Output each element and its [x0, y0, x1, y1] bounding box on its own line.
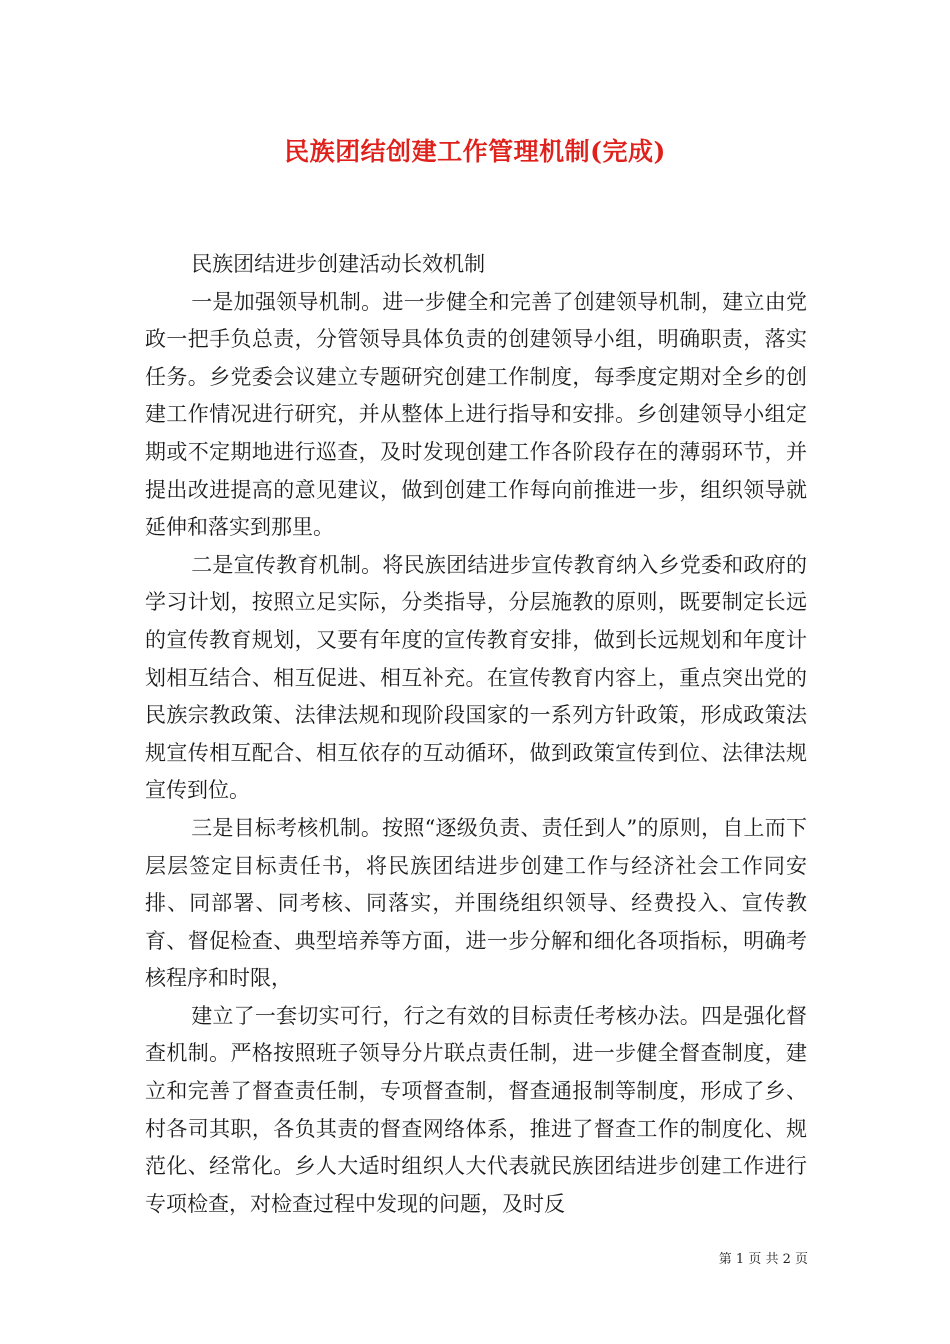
paragraph-supervision: 建立了一套切实可行，行之有效的目标责任考核办法。四是强化督查机制。严格按照班子领导分片联点责任制，进一步健全督查制度，建立和完善了督查责任制，专项督查制，督查通报制等制度，形成了乡、村各司其职，各负其责的督查网络体系，推进了督查工作的制度化、规范化、经常化。乡人大适时组织人大代表就民族团结进步创建工作进行专项检查，对检查过程中发现的问题，及时反 [145, 1003, 807, 1216]
paragraph-assessment: 三是目标考核机制。按照“逐级负责、责任到人”的原则，自上而下层层签定目标责任书，将民族团结进步创建工作与经济社会工作同安排、同部署、同考核、同落实，并围绕组织领导、经费投入、宣传教育、督促检查、典型培养等方面，进一步分解和细化各项指标，明确考核程序和时限， [145, 815, 807, 991]
page-number: 第 1 页 共 2 页 [718, 1252, 808, 1267]
document-body [145, 246, 807, 1223]
paragraph-subtitle: 民族团结进步创建活动长效机制 [191, 252, 486, 276]
document-title: 民族团结创建工作管理机制(完成) [284, 137, 666, 166]
paragraph-leadership: 一是加强领导机制。进一步健全和完善了创建领导机制，建立由党政一把手负总责，分管领导具体负责的创建领导小组，明确职责，落实任务。乡党委会议建立专题研究创建工作制度，每季度定期对全乡的创建工作情况进行研究，并从整体上进行指导和安排。乡创建领导小组定期或不定期地进行巡查，及时发现创建工作各阶段存在的薄弱环节，并提出改进提高的意见建议，做到创建工作每向前推进一步，组织领导就延伸和落实到那里。 [145, 289, 807, 540]
paragraph-publicity: 二是宣传教育机制。将民族团结进步宣传教育纳入乡党委和政府的学习计划，按照立足实际，分类指导，分层施教的原则，既要制定长远的宣传教育规划，又要有年度的宣传教育安排，做到长远规划和年度计划相互结合、相互促进、相互补充。在宣传教育内容上，重点突出党的民族宗教政策、法律法规和现阶段国家的一系列方针政策，形成政策法规宣传相互配合、相互依存的互动循环，做到政策宣传到位、法律法规宣传到位。 [145, 552, 807, 803]
